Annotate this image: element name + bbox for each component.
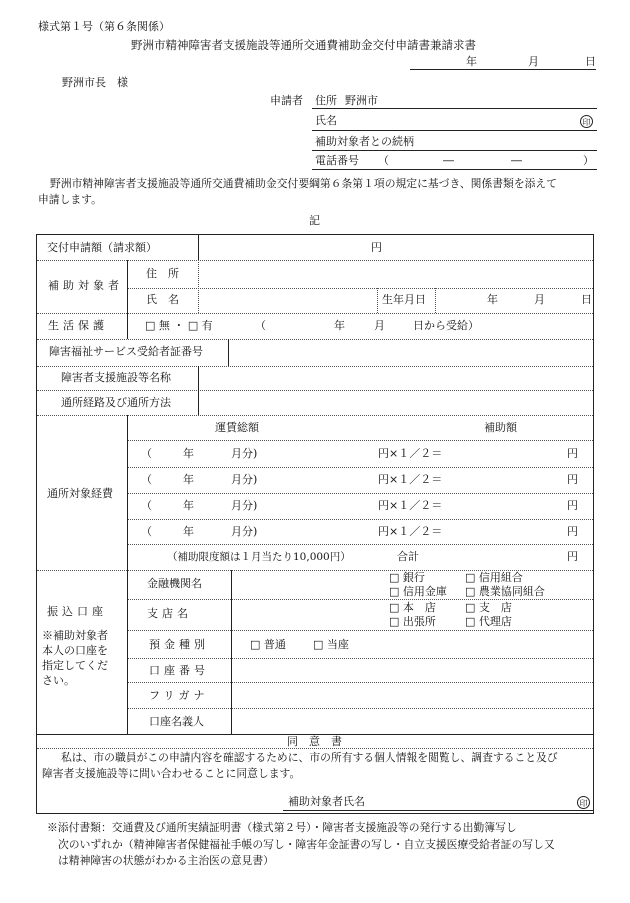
row-divider (127, 467, 593, 468)
expense-row-calc: 円×１／２＝ (378, 499, 443, 512)
deposit-option-regular[interactable]: □ 普通 (250, 638, 286, 651)
birth-year: 年 (487, 293, 498, 306)
expense-row-yen: 円 (567, 447, 578, 460)
bank-option-credit-union[interactable]: □ 信用組合 (465, 571, 523, 584)
transfer-label: 振込口座 (47, 605, 107, 618)
welfare-open: （ (255, 319, 266, 332)
expense-row-year: 年 (183, 447, 194, 460)
expense-row-month: 月分) (231, 473, 258, 486)
expense-row-calc: 円×１／２＝ (378, 447, 443, 460)
welfare-since: 日から受給） (413, 319, 479, 332)
expense-row-open: （ (141, 525, 152, 538)
phone-open: （ (378, 154, 389, 167)
expense-row-calc: 円×１／２＝ (378, 525, 443, 538)
expense-row-yen: 円 (567, 525, 578, 538)
row-divider (127, 519, 593, 520)
expense-row-month: 月分) (231, 499, 258, 512)
request-amount-yen: 円 (371, 241, 382, 254)
branch-label: 支店名 (147, 607, 192, 620)
row-divider (127, 440, 593, 441)
applicant-label: 申請者 (270, 94, 303, 107)
row-divider (37, 313, 593, 314)
attachments-line-2: 次のいずれか（精神障害者保健福祉手帳の写し・障害年金証書の写し・自立支援医療受給者証の写し又 (58, 838, 555, 851)
bank-option-bank[interactable]: □ 銀行 (389, 571, 425, 584)
furigana-label: フリガナ (149, 689, 209, 702)
consent-title: 同 意 書 (287, 735, 342, 748)
application-form-table (36, 234, 594, 814)
col-divider (198, 366, 199, 415)
phone-dash-2: ― (511, 154, 522, 167)
col-divider (198, 260, 199, 313)
expense-row-open: （ (141, 473, 152, 486)
transfer-note-1: ※補助対象者 (42, 629, 108, 642)
welfare-year: 年 (334, 319, 345, 332)
phone-close: ） (583, 154, 594, 167)
col-divider (377, 288, 378, 313)
date-underline (410, 69, 596, 70)
addressee: 野洲市長 様 (62, 76, 128, 89)
transfer-note-4: さい。 (42, 674, 75, 687)
expense-row-yen: 円 (567, 499, 578, 512)
intro-line-1: 野洲市精神障害者支援施設等通所交通費補助金交付要綱第６条第１項の規定に基づき、関係書類を添えて (50, 177, 558, 190)
address-underline (312, 108, 597, 109)
applicant-address-value: 野洲市 (345, 94, 378, 107)
row-divider (37, 366, 593, 367)
expense-row-calc: 円×１／２＝ (378, 473, 443, 486)
consent-sign-underline (283, 810, 593, 811)
expense-row-open: （ (141, 499, 152, 512)
cert-number-label: 障害福祉サービス受給者証番号 (49, 345, 203, 358)
row-divider (127, 658, 593, 659)
date-day: 日 (585, 55, 596, 68)
phone-label: 電話番号 (315, 154, 359, 167)
consent-seal: 印 (577, 796, 590, 809)
row-divider (127, 630, 593, 631)
consent-line-2: 障害者支援施設等に問い合わせることに同意します。 (42, 767, 301, 780)
transfer-note-3: 指定してくだ (42, 659, 108, 672)
row-divider (127, 544, 593, 545)
applicant-seal: 印 (580, 115, 593, 128)
consent-line-1: 私は、市の職員がこの申請内容を確認するために、市の所有する個人情報を閲覧し、調査すること及び (61, 751, 558, 764)
intro-line-2: 申請します。 (38, 193, 102, 206)
row-divider (37, 339, 593, 340)
branch-option-head[interactable]: □ 本 店 (389, 601, 436, 614)
branch-option-branch[interactable]: □ 支 店 (465, 601, 512, 614)
birth-label: 生年月日 (382, 293, 426, 306)
col-divider (231, 570, 232, 734)
subject-label: 補助対象者 (48, 279, 123, 292)
applicant-name-label: 氏名 (315, 114, 337, 127)
date-year: 年 (466, 55, 477, 68)
row-divider (127, 708, 593, 709)
expense-row-month: 月分) (231, 447, 258, 460)
subsidy-header: 補助額 (484, 421, 517, 434)
col-divider (127, 313, 128, 339)
applicant-address-label: 住所 (315, 94, 337, 107)
bank-option-shinkin[interactable]: □ 信用金庫 (389, 585, 447, 598)
welfare-label: 生活保護 (48, 319, 108, 332)
bank-option-ja[interactable]: □ 農業協同組合 (465, 585, 545, 598)
transfer-note-2: 本人の口座を (42, 644, 108, 657)
expense-row-yen: 円 (567, 473, 578, 486)
route-label: 通所経路及び通所方法 (61, 396, 171, 409)
expense-row-month: 月分) (231, 525, 258, 538)
col-divider (127, 415, 128, 570)
account-holder-label: 口座名義人 (149, 715, 204, 728)
welfare-month: 月 (374, 319, 385, 332)
welfare-checkboxes[interactable]: □ 無 ・ □ 有 (145, 319, 213, 332)
total-yen: 円 (567, 550, 578, 563)
col-divider (228, 339, 229, 366)
deposit-option-current[interactable]: □ 当座 (313, 638, 349, 651)
limit-note: （補助限度額は１月当たり10,000円） (167, 551, 351, 563)
attachments-line-1: ※添付書類：交通費及び通所実績証明書（様式第２号）・障害者支援施設等の発行する出勤簿写し (47, 821, 517, 834)
birth-day: 日 (581, 293, 592, 306)
expense-row-year: 年 (183, 499, 194, 512)
expense-row-year: 年 (183, 473, 194, 486)
expense-label: 通所対象経費 (47, 487, 113, 500)
branch-option-agency[interactable]: □ 代理店 (465, 615, 512, 628)
branch-option-office[interactable]: □ 出張所 (389, 615, 436, 628)
facility-name-label: 障害者支援施設等名称 (61, 371, 171, 384)
relation-underline (312, 150, 597, 151)
bank-label: 金融機関名 (147, 577, 202, 590)
col-divider (435, 288, 436, 313)
account-number-label: 口座番号 (149, 664, 209, 677)
expense-row-year: 年 (183, 525, 194, 538)
relation-label: 補助対象者との続柄 (315, 135, 414, 148)
attachments-line-3: は精神障害の状態がわかる主治医の意見書） (58, 854, 274, 867)
page-title: 野洲市精神障害者支援施設等通所交通費補助金交付申請書兼請求書 (131, 38, 476, 52)
col-divider (198, 235, 199, 260)
row-divider (127, 682, 593, 683)
request-amount-label: 交付申請額（請求額） (47, 241, 157, 254)
expense-row-open: （ (141, 447, 152, 460)
subject-name-label: 氏 名 (146, 293, 179, 306)
col-divider (127, 570, 128, 734)
deposit-type-label: 預金種別 (149, 638, 209, 651)
phone-dash-1: ― (443, 154, 454, 167)
consent-sign-label: 補助対象者氏名 (288, 795, 365, 808)
row-divider (37, 260, 593, 261)
ki-mark: 記 (309, 214, 320, 227)
subject-address-label: 住 所 (146, 267, 179, 280)
phone-underline (312, 169, 597, 170)
total-label: 合計 (397, 550, 419, 563)
form-number: 様式第１号（第６条関係） (38, 20, 170, 33)
date-month: 月 (528, 55, 539, 68)
name-underline (312, 130, 597, 131)
row-divider (127, 288, 593, 289)
col-divider (127, 260, 128, 313)
fare-header: 運賃総額 (215, 421, 259, 434)
row-divider (127, 493, 593, 494)
row-divider (37, 415, 593, 416)
birth-month: 月 (534, 293, 545, 306)
row-divider (37, 390, 593, 391)
